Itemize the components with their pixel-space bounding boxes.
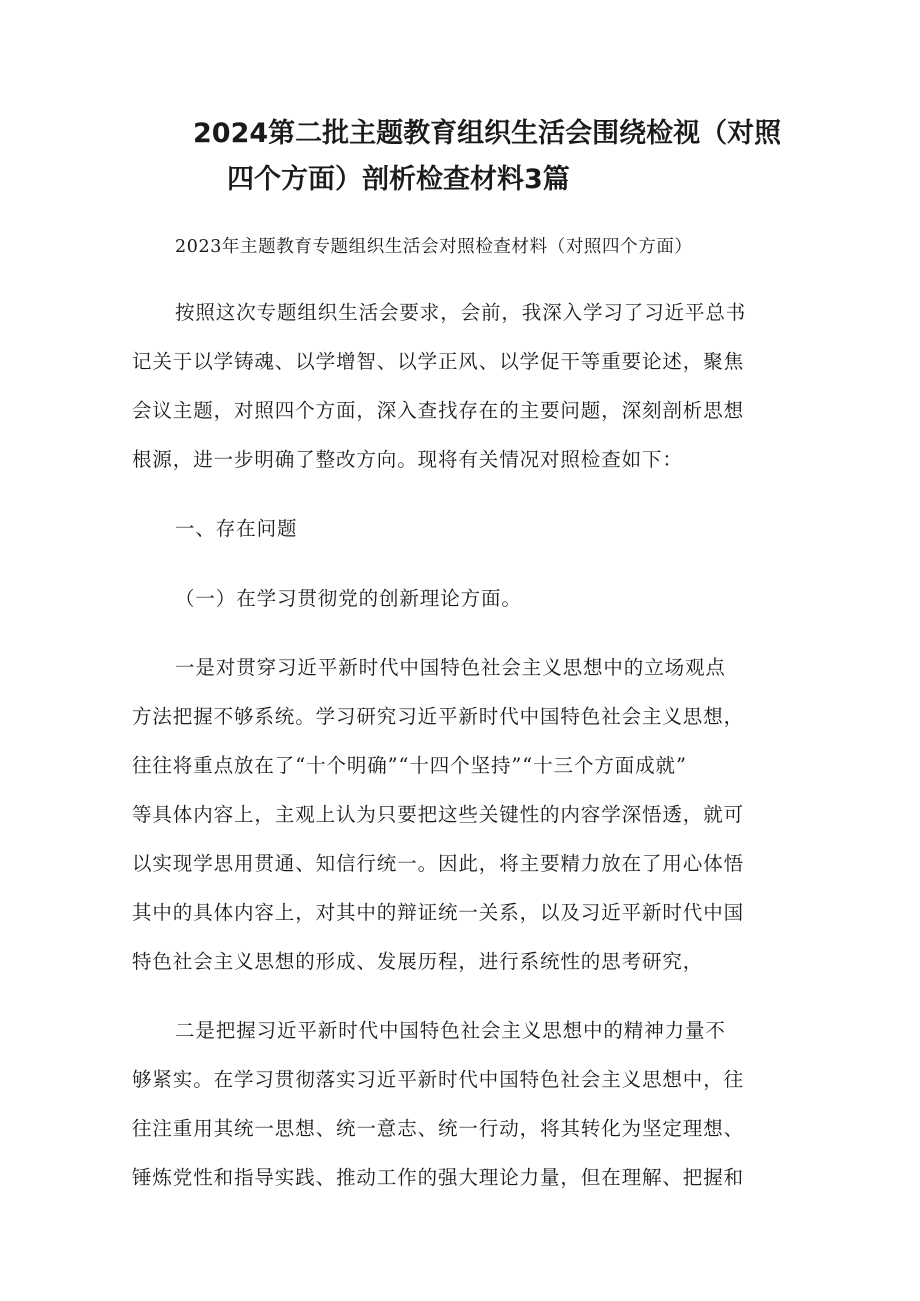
paragraph-line: 特色社会主义思想的形成、发展历程，进行系统性的思考研究，	[132, 950, 704, 973]
paragraph-line: 按照这次专题组织生活会要求，会前，我深入学习了习近平总书	[175, 301, 747, 324]
document-title-line-1: 2024第二批主题教育组织生活会围绕检视（对照	[193, 118, 782, 149]
paragraph-line: 够紧实。在学习贯彻落实习近平新时代中国特色社会主义思想中，往	[132, 1068, 745, 1091]
paragraph-line: 方法把握不够系统。学习研究习近平新时代中国特色社会主义思想，	[132, 705, 745, 728]
paragraph-line: 往往将重点放在了“十个明确”“十四个坚持”“十三个方面成就”	[132, 754, 687, 777]
document-subtitle: 2023年主题教育专题组织生活会对照检查材料（对照四个方面）	[175, 237, 693, 257]
paragraph-line: 二是把握习近平新时代中国特色社会主义思想中的精神力量不	[175, 1019, 726, 1042]
paragraph-line: 会议主题，对照四个方面，深入查找存在的主要问题，深刻剖析思想	[132, 399, 745, 422]
paragraph-line: 根源，进一步明确了整改方向。现将有关情况对照检查如下：	[132, 448, 683, 471]
paragraph-line: 等具体内容上，主观上认为只要把这些关键性的内容学深悟透，就可	[132, 803, 745, 826]
paragraph-line: 记关于以学铸魂、以学增智、以学正风、以学促干等重要论述，聚焦	[132, 350, 745, 373]
paragraph-line: 一是对贯穿习近平新时代中国特色社会主义思想中的立场观点	[175, 656, 726, 679]
paragraph-line: 锤炼党性和指导实践、推动工作的强大理论力量，但在理解、把握和	[132, 1166, 745, 1189]
paragraph-line: 以实现学思用贯通、知信行统一。因此，将主要精力放在了用心体悟	[132, 852, 745, 875]
paragraph-line: 其中的具体内容上，对其中的辩证统一关系，以及习近平新时代中国	[132, 901, 745, 924]
subsection-heading: （一）在学习贯彻党的创新理论方面。	[175, 587, 522, 610]
paragraph-line: 往注重用其统一思想、统一意志、统一行动，将其转化为坚定理想、	[132, 1117, 745, 1140]
section-heading: 一、存在问题	[175, 517, 298, 540]
document-title-line-2: 四个方面）剖析检查材料3篇	[227, 164, 570, 195]
